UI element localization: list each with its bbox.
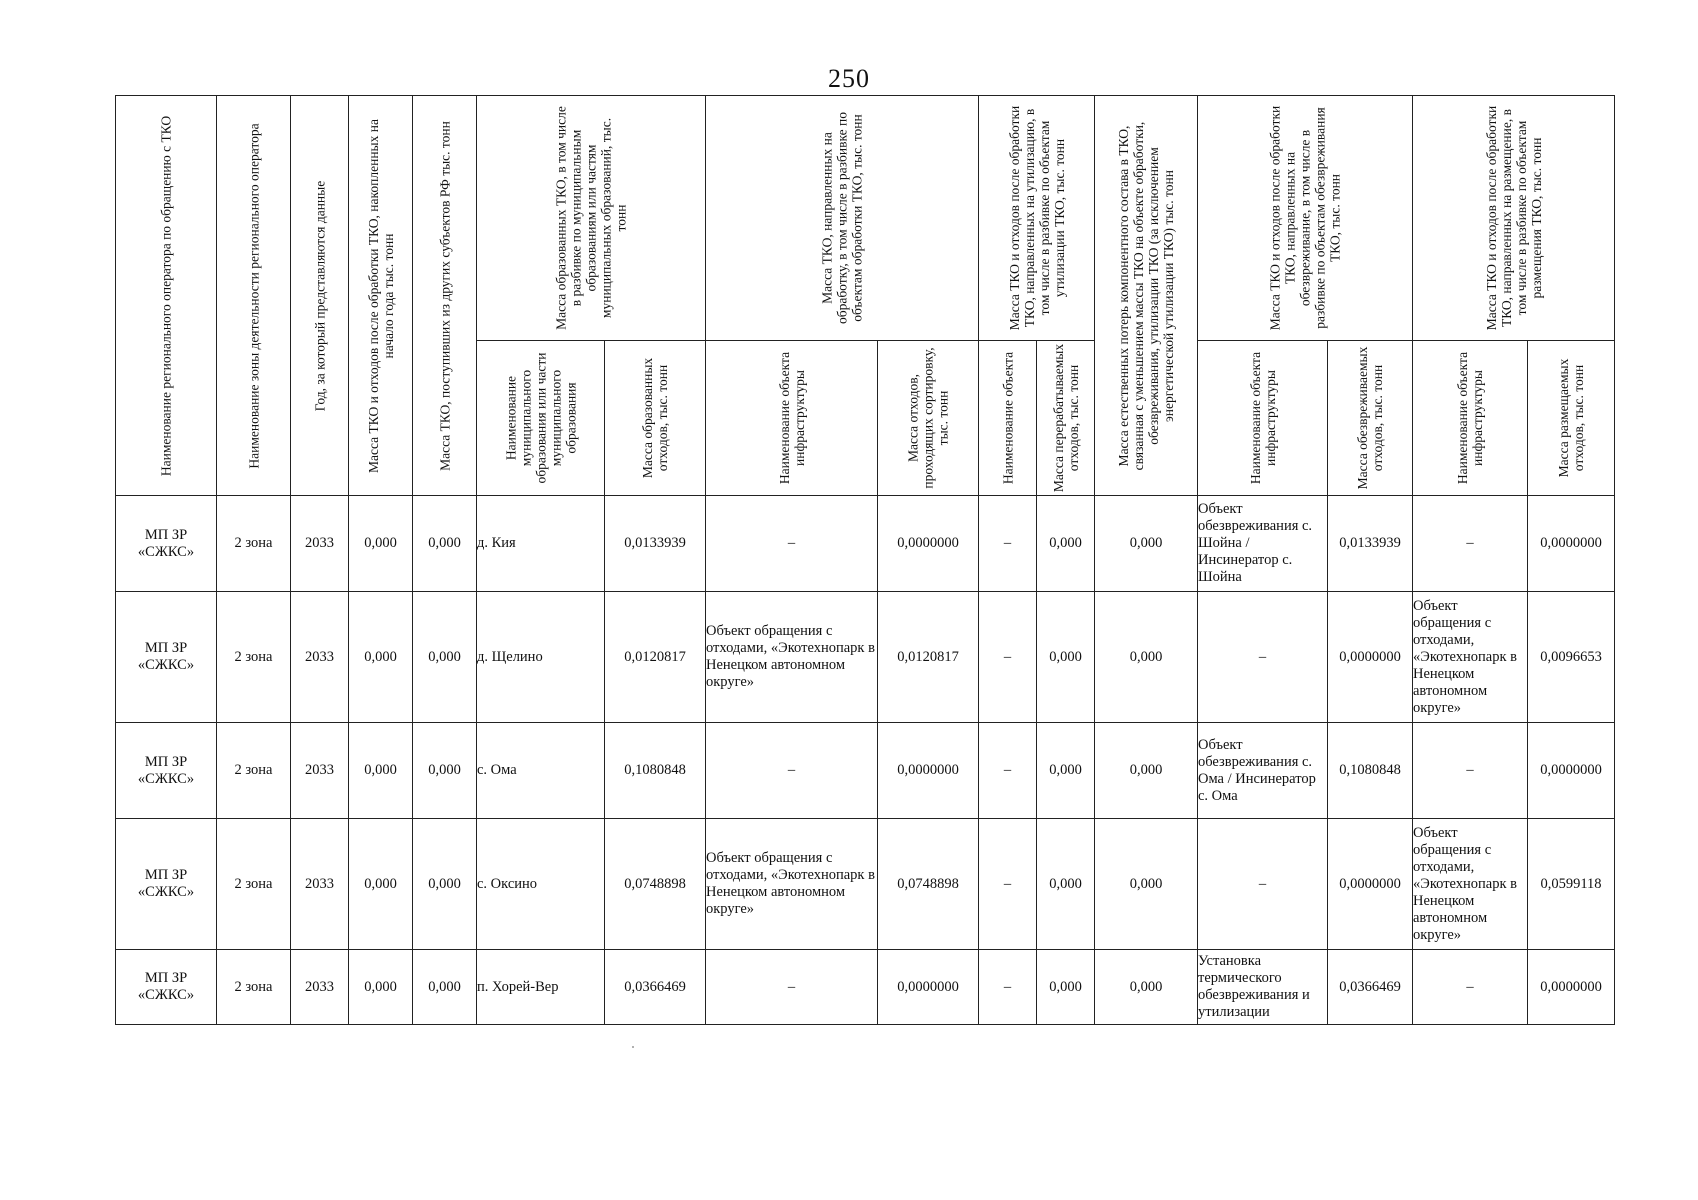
cell-incoming: 0,000 (413, 496, 477, 592)
cell-place-mass: 0,0000000 (1528, 496, 1615, 592)
cell-mo-name: д. Щелино (477, 592, 605, 723)
cell-util-mass: 0,000 (1037, 496, 1095, 592)
cell-util-name: – (979, 950, 1037, 1025)
header-processing-mass: Масса отходов, проходящих сортировку, тыс. тонн (878, 341, 979, 496)
header-placement-mass: Масса размещаемых отходов, тыс. тонн (1528, 341, 1615, 496)
cell-incoming: 0,000 (413, 950, 477, 1025)
cell-start-mass: 0,000 (349, 819, 413, 950)
cell-neut-name: – (1198, 819, 1328, 950)
cell-mo-name: д. Кия (477, 496, 605, 592)
cell-start-mass: 0,000 (349, 592, 413, 723)
cell-losses: 0,000 (1095, 592, 1198, 723)
cell-mo-mass: 0,1080848 (605, 723, 706, 819)
header-formed-group: Масса образованных ТКО, в том числе в разбивке по муниципальным образованиям или частям муниципальных образований, тыс. тонн (477, 96, 706, 341)
cell-neut-name: – (1198, 592, 1328, 723)
cell-util-name: – (979, 592, 1037, 723)
header-utilization-name: Наименование объекта (979, 341, 1037, 496)
cell-neut-name: Установка термического обезвреживания и утилизации (1198, 950, 1328, 1025)
cell-mo-mass: 0,0120817 (605, 592, 706, 723)
cell-proc-mass: 0,0000000 (878, 723, 979, 819)
cell-incoming: 0,000 (413, 592, 477, 723)
cell-mo-mass: 0,0366469 (605, 950, 706, 1025)
header-placement-group: Масса ТКО и отходов после обработки ТКО, направленных на размещение, в том числе в разбивке по объектам размещения ТКО, тыс. тонн (1413, 96, 1615, 341)
table-row (116, 819, 1615, 950)
cell-operator: МП ЗР «СЖКС» (116, 496, 217, 592)
cell-neut-mass: 0,0000000 (1328, 592, 1413, 723)
cell-operator: МП ЗР «СЖКС» (116, 723, 217, 819)
cell-year: 2033 (291, 496, 349, 592)
cell-incoming: 0,000 (413, 819, 477, 950)
cell-util-mass: 0,000 (1037, 592, 1095, 723)
cell-util-name: – (979, 723, 1037, 819)
cell-place-name: – (1413, 496, 1528, 592)
cell-operator: МП ЗР «СЖКС» (116, 592, 217, 723)
header-neutralization-mass: Масса обезвреживаемых отходов, тыс. тонн (1328, 341, 1413, 496)
cell-zone: 2 зона (217, 723, 291, 819)
header-placement-name: Наименование объекта инфраструктуры (1413, 341, 1528, 496)
cell-proc-name: Объект обращения с отходами, «Экотехнопарк в Ненецком автономном округе» (706, 819, 878, 950)
cell-losses: 0,000 (1095, 819, 1198, 950)
cell-place-name: – (1413, 723, 1528, 819)
cell-incoming: 0,000 (413, 723, 477, 819)
header-formed-name: Наименование муниципального образования или части муниципального образования (477, 341, 605, 496)
cell-mo-name: с. Оксино (477, 819, 605, 950)
header-year: Год, за который представляются данные (291, 96, 349, 496)
table-row (116, 950, 1615, 1025)
cell-zone: 2 зона (217, 950, 291, 1025)
cell-losses: 0,000 (1095, 723, 1198, 819)
header-processing-group: Масса ТКО, направленных на обработку, в том числе в разбивке по объектам обработки ТКО, тыс. тонн (706, 96, 979, 341)
cell-util-mass: 0,000 (1037, 723, 1095, 819)
cell-losses: 0,000 (1095, 496, 1198, 592)
header-utilization-group: Масса ТКО и отходов после обработки ТКО, направленных на утилизацию, в том числе в разбивке по объектам утилизации ТКО, тыс. тонн (979, 96, 1095, 341)
cell-place-name: – (1413, 950, 1528, 1025)
cell-start-mass: 0,000 (349, 950, 413, 1025)
cell-year: 2033 (291, 819, 349, 950)
cell-operator: МП ЗР «СЖКС» (116, 950, 217, 1025)
page-number: 250 (828, 64, 870, 93)
cell-neut-mass: 0,1080848 (1328, 723, 1413, 819)
cell-neut-mass: 0,0133939 (1328, 496, 1413, 592)
cell-neut-name: Объект обезвреживания с. Ома / Инсинератор с. Ома (1198, 723, 1328, 819)
header-neutralization-group: Масса ТКО и отходов после обработки ТКО, направленных на обезвреживание, в том числе в разбивке по объектам обезвреживания ТКО, тыс. тонн (1198, 96, 1413, 341)
cell-proc-name: – (706, 496, 878, 592)
header-losses: Масса естественных потерь компонентного состава в ТКО, связанная с уменьшением массы ТКО на объекте обработки, обезвреживания, утилизации ТКО (за исключением энергетической утилизации ТКО) тыс. тонн (1095, 96, 1198, 496)
cell-zone: 2 зона (217, 819, 291, 950)
header-incoming: Масса ТКО, поступивших из других субъектов РФ тыс. тонн (413, 96, 477, 496)
cell-place-name: Объект обращения с отходами, «Экотехнопарк в Ненецком автономном округе» (1413, 819, 1528, 950)
table-row (116, 496, 1615, 592)
cell-year: 2033 (291, 592, 349, 723)
table-row (116, 592, 1615, 723)
cell-neut-mass: 0,0366469 (1328, 950, 1413, 1025)
header-neutralization-name: Наименование объекта инфраструктуры (1198, 341, 1328, 496)
cell-zone: 2 зона (217, 592, 291, 723)
cell-place-mass: 0,0000000 (1528, 950, 1615, 1025)
cell-util-mass: 0,000 (1037, 950, 1095, 1025)
cell-proc-name: – (706, 950, 878, 1025)
waste-register-table (115, 95, 1615, 1025)
header-start-mass: Масса ТКО и отходов после обработки ТКО, накопленных на начало года тыс. тонн (349, 96, 413, 496)
cell-util-name: – (979, 496, 1037, 592)
cell-start-mass: 0,000 (349, 723, 413, 819)
cell-proc-mass: 0,0000000 (878, 950, 979, 1025)
cell-proc-mass: 0,0748898 (878, 819, 979, 950)
cell-start-mass: 0,000 (349, 496, 413, 592)
cell-losses: 0,000 (1095, 950, 1198, 1025)
header-zone: Наименование зоны деятельности регионального оператора (217, 96, 291, 496)
cell-util-name: – (979, 819, 1037, 950)
cell-place-mass: 0,0000000 (1528, 723, 1615, 819)
header-operator: Наименование регионального оператора по обращению с ТКО (116, 96, 217, 496)
cell-proc-name: – (706, 723, 878, 819)
table-row (116, 723, 1615, 819)
cell-mo-mass: 0,0748898 (605, 819, 706, 950)
cell-place-mass: 0,0096653 (1528, 592, 1615, 723)
cell-proc-mass: 0,0000000 (878, 496, 979, 592)
cell-year: 2033 (291, 723, 349, 819)
cell-proc-name: Объект обращения с отходами, «Экотехнопарк в Ненецком автономном округе» (706, 592, 878, 723)
header-formed-mass: Масса образованных отходов, тыс. тонн (605, 341, 706, 496)
scan-speck (632, 1046, 634, 1048)
cell-util-mass: 0,000 (1037, 819, 1095, 950)
cell-neut-name: Объект обезвреживания с. Шойна / Инсинератор с. Шойна (1198, 496, 1328, 592)
header-processing-name: Наименование объекта инфраструктуры (706, 341, 878, 496)
cell-mo-name: с. Ома (477, 723, 605, 819)
cell-mo-mass: 0,0133939 (605, 496, 706, 592)
cell-place-mass: 0,0599118 (1528, 819, 1615, 950)
cell-year: 2033 (291, 950, 349, 1025)
cell-neut-mass: 0,0000000 (1328, 819, 1413, 950)
cell-place-name: Объект обращения с отходами, «Экотехнопарк в Ненецком автономном округе» (1413, 592, 1528, 723)
cell-proc-mass: 0,0120817 (878, 592, 979, 723)
cell-operator: МП ЗР «СЖКС» (116, 819, 217, 950)
cell-mo-name: п. Хорей-Вер (477, 950, 605, 1025)
cell-zone: 2 зона (217, 496, 291, 592)
header-utilization-mass: Масса перерабатываемых отходов, тыс. тонн (1037, 341, 1095, 496)
